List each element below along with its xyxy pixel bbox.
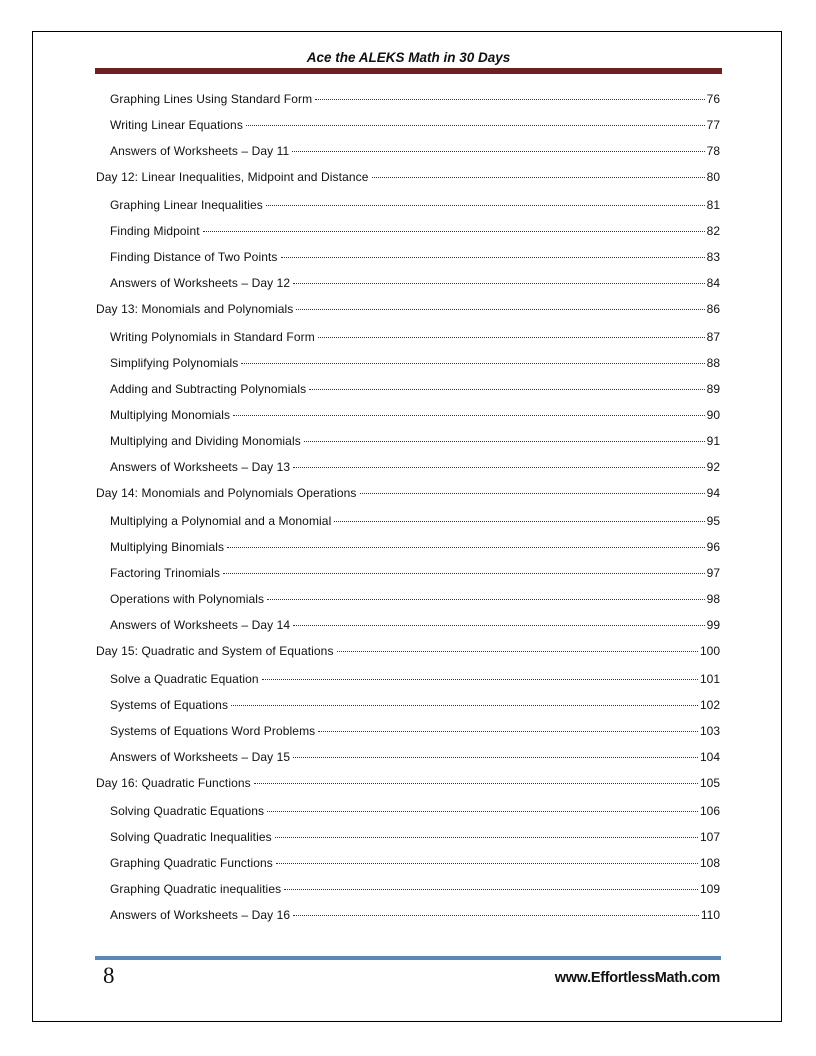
- toc-entry-title: Graphing Quadratic inequalities: [110, 881, 282, 896]
- toc-dot-leader: [293, 915, 699, 916]
- toc-dot-leader: [246, 125, 705, 126]
- toc-dot-leader: [309, 389, 704, 390]
- toc-entry[interactable]: [96, 118, 720, 144]
- toc-dot-leader: [267, 811, 698, 812]
- toc-entry[interactable]: [96, 460, 720, 486]
- toc-entry-title: Answers of Worksheets – Day 15: [110, 749, 291, 764]
- toc-entry[interactable]: [96, 804, 720, 830]
- toc-dot-leader: [276, 863, 698, 864]
- toc-entry-page-number: 88: [706, 355, 720, 370]
- table-of-contents: [96, 92, 720, 934]
- toc-entry-title: Writing Polynomials in Standard Form: [110, 329, 315, 344]
- toc-entry-page-number: 109: [699, 881, 720, 896]
- toc-dot-leader: [293, 283, 704, 284]
- toc-dot-leader: [293, 625, 704, 626]
- toc-entry[interactable]: [96, 198, 720, 224]
- toc-dot-leader: [203, 231, 705, 232]
- toc-dot-leader: [318, 731, 698, 732]
- toc-entry[interactable]: [96, 698, 720, 724]
- toc-entry-title: Day 16: Quadratic Functions: [96, 776, 251, 791]
- toc-entry-title: Systems of Equations: [110, 697, 229, 712]
- toc-entry-page-number: 83: [706, 249, 720, 264]
- toc-dot-leader: [231, 705, 698, 706]
- toc-entry[interactable]: [96, 382, 720, 408]
- toc-entry-page-number: 87: [706, 329, 720, 344]
- toc-entry-title: Multiplying Binomials: [110, 539, 225, 554]
- toc-entry-title: Finding Distance of Two Points: [110, 249, 278, 264]
- toc-entry-title: Graphing Quadratic Functions: [110, 855, 273, 870]
- toc-entry-page-number: 110: [700, 907, 720, 922]
- toc-dot-leader: [337, 651, 698, 652]
- toc-entry-page-number: 92: [706, 460, 720, 475]
- toc-entry[interactable]: [96, 514, 720, 540]
- toc-entry-title: Solving Quadratic Equations: [110, 803, 265, 818]
- toc-entry-page-number: 95: [706, 513, 720, 528]
- toc-entry-page-number: 82: [706, 223, 720, 238]
- toc-entry-title: Multiplying and Dividing Monomials: [110, 434, 301, 449]
- toc-dot-leader: [275, 837, 698, 838]
- toc-entry-title: Adding and Subtracting Polynomials: [110, 381, 307, 396]
- toc-entry[interactable]: [96, 92, 720, 118]
- toc-entry-page-number: 105: [699, 776, 720, 791]
- toc-entry-page-number: 78: [706, 144, 720, 159]
- running-header-title: Ace the ALEKS Math in 30 Days: [306, 50, 511, 65]
- toc-entry-page-number: 101: [699, 671, 720, 686]
- toc-entry-title: Answers of Worksheets – Day 14: [110, 618, 291, 633]
- toc-entry-page-number: 76: [706, 92, 720, 106]
- toc-entry-page-number: 90: [706, 407, 720, 422]
- toc-entry[interactable]: [96, 592, 720, 618]
- toc-entry[interactable]: [96, 540, 720, 566]
- toc-dot-leader: [315, 99, 704, 100]
- toc-dot-leader: [223, 573, 705, 574]
- toc-dot-leader: [233, 415, 704, 416]
- toc-dot-leader: [318, 337, 705, 338]
- toc-dot-leader: [266, 205, 705, 206]
- toc-entry-page-number: 108: [699, 855, 720, 870]
- toc-entry-title: Answers of Worksheets – Day 13: [110, 460, 291, 475]
- toc-entry[interactable]: [96, 276, 720, 302]
- toc-entry-page-number: 81: [706, 197, 720, 212]
- toc-entry[interactable]: [96, 408, 720, 434]
- toc-entry-page-number: 89: [706, 381, 720, 396]
- toc-day-entry[interactable]: [96, 170, 720, 198]
- toc-entry-title: Multiplying Monomials: [110, 407, 231, 422]
- toc-entry[interactable]: [96, 566, 720, 592]
- toc-entry[interactable]: [96, 882, 720, 908]
- toc-entry-title: Answers of Worksheets – Day 12: [110, 276, 291, 291]
- toc-entry-title: Solving Quadratic Inequalities: [110, 829, 272, 844]
- toc-dot-leader: [281, 257, 705, 258]
- toc-day-entry[interactable]: [96, 486, 720, 514]
- toc-entry-title: Answers of Worksheets – Day 11: [110, 144, 290, 159]
- toc-entry-title: Multiplying a Polynomial and a Monomial: [110, 513, 332, 528]
- footer-rule: [95, 956, 721, 960]
- toc-entry[interactable]: [96, 356, 720, 382]
- toc-entry-page-number: 103: [699, 723, 720, 738]
- toc-dot-leader: [334, 521, 704, 522]
- toc-entry-page-number: 107: [699, 829, 720, 844]
- toc-entry-page-number: 96: [706, 539, 720, 554]
- toc-entry-page-number: 91: [706, 434, 720, 449]
- toc-entry-page-number: 104: [699, 749, 720, 764]
- toc-entry[interactable]: [96, 830, 720, 856]
- toc-entry-page-number: 84: [706, 276, 720, 291]
- toc-dot-leader: [241, 363, 704, 364]
- toc-dot-leader: [293, 757, 698, 758]
- toc-entry-page-number: 97: [706, 565, 720, 580]
- toc-dot-leader: [296, 309, 704, 310]
- toc-entry-title: Solve a Quadratic Equation: [110, 671, 259, 686]
- toc-entry[interactable]: [96, 672, 720, 698]
- toc-day-entry[interactable]: [96, 776, 720, 804]
- toc-entry-title: Graphing Lines Using Standard Form: [110, 92, 313, 106]
- toc-dot-leader: [254, 783, 698, 784]
- toc-entry-title: Day 13: Monomials and Polynomials: [96, 302, 294, 317]
- toc-dot-leader: [304, 441, 705, 442]
- toc-entry-title: Day 15: Quadratic and System of Equations: [96, 644, 334, 659]
- toc-entry[interactable]: [96, 434, 720, 460]
- toc-entry[interactable]: [96, 330, 720, 356]
- toc-dot-leader: [267, 599, 705, 600]
- toc-dot-leader: [293, 467, 704, 468]
- toc-entry-title: Day 14: Monomials and Polynomials Operations: [96, 486, 357, 501]
- toc-entry-title: Finding Midpoint: [110, 223, 200, 238]
- toc-entry-title: Writing Linear Equations: [110, 118, 243, 133]
- toc-dot-leader: [372, 177, 705, 178]
- toc-entry-title: Simplifying Polynomials: [110, 355, 239, 370]
- toc-entry-title: Systems of Equations Word Problems: [110, 723, 316, 738]
- toc-entry[interactable]: [96, 144, 720, 170]
- toc-entry-title: Operations with Polynomials: [110, 592, 265, 606]
- toc-entry-page-number: 98: [706, 592, 720, 606]
- toc-entry-page-number: 80: [706, 170, 720, 185]
- toc-entry-title: Graphing Linear Inequalities: [110, 197, 263, 212]
- toc-dot-leader: [262, 679, 698, 680]
- toc-dot-leader: [360, 493, 705, 494]
- toc-entry[interactable]: [96, 618, 720, 644]
- toc-entry-page-number: 100: [699, 644, 720, 659]
- toc-day-entry[interactable]: [96, 644, 720, 672]
- toc-entry-title: Day 12: Linear Inequalities, Midpoint and Distance: [96, 170, 369, 185]
- toc-entry-title: Factoring Trinomials: [110, 565, 221, 580]
- toc-entry-page-number: 106: [699, 803, 720, 818]
- toc-entry[interactable]: [96, 224, 720, 250]
- toc-dot-leader: [227, 547, 704, 548]
- toc-entry[interactable]: [96, 856, 720, 882]
- toc-entry[interactable]: [96, 250, 720, 276]
- toc-dot-leader: [292, 151, 704, 152]
- page-number: 8: [103, 963, 115, 988]
- toc-entry-page-number: 94: [706, 486, 720, 501]
- toc-entry[interactable]: [96, 908, 720, 934]
- toc-entry-title: Answers of Worksheets – Day 16: [110, 907, 291, 922]
- toc-entry[interactable]: [96, 724, 720, 750]
- toc-entry-page-number: 86: [706, 302, 720, 317]
- website-link[interactable]: www.EffortlessMath.com: [554, 970, 720, 986]
- toc-entry-page-number: 99: [706, 618, 720, 633]
- toc-entry-page-number: 102: [699, 697, 720, 712]
- header-rule: [95, 68, 722, 74]
- toc-entry[interactable]: [96, 750, 720, 776]
- toc-dot-leader: [284, 889, 698, 890]
- toc-day-entry[interactable]: [96, 302, 720, 330]
- toc-entry-page-number: 77: [706, 118, 720, 133]
